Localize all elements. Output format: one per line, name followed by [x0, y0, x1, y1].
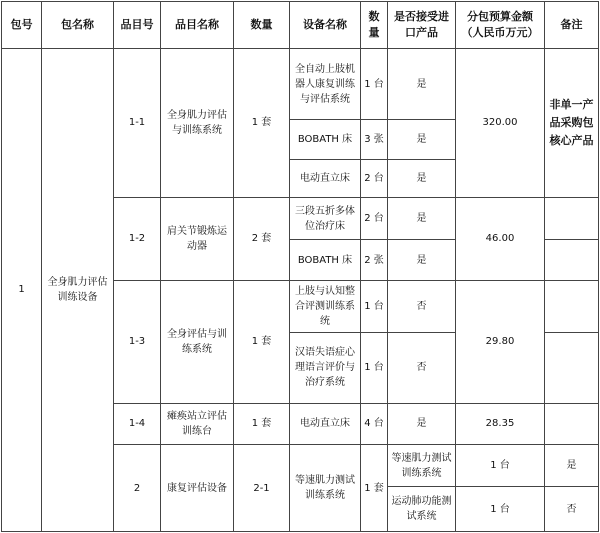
remark-blank [545, 197, 599, 240]
device-imported: 是 [388, 120, 456, 160]
device-name: 汉语失语症心理语言评价与治疗系统 [290, 333, 361, 403]
header-item-name: 品目名称 [161, 2, 234, 49]
device-imported: 否 [545, 487, 599, 532]
device-qty: 3 张 [361, 120, 388, 160]
pkg-name: 全身肌力评估训练设备 [42, 48, 114, 531]
header-qty: 数量 [234, 2, 290, 49]
item-budget: 46.00 [456, 197, 545, 281]
device-name: 等速肌力测试训练系统 [388, 445, 456, 487]
device-imported: 是 [388, 403, 456, 445]
item-qty: 1 套 [234, 403, 290, 445]
header-imported: 是否接受进口产品 [388, 2, 456, 49]
device-qty: 1 台 [361, 333, 388, 403]
device-imported: 是 [388, 197, 456, 240]
item-qty: 1 套 [361, 445, 388, 532]
device-qty: 2 台 [361, 159, 388, 197]
item-name: 瘫痪站立评估训练台 [161, 403, 234, 445]
item-name: 等速肌力测试训练系统 [290, 445, 361, 532]
device-imported: 否 [388, 333, 456, 403]
device-name: BOBATH 床 [290, 240, 361, 281]
remark-blank [545, 403, 599, 445]
device-imported: 否 [388, 281, 456, 333]
header-pkg-no: 包号 [2, 2, 42, 49]
device-name: 运动肺功能测试系统 [388, 487, 456, 532]
device-qty: 1 台 [361, 48, 388, 119]
pkg-no: 2 [114, 445, 161, 532]
header-pkg-name: 包名称 [42, 2, 114, 49]
device-imported: 是 [545, 445, 599, 487]
remark-blank [545, 333, 599, 403]
item-no: 1-4 [114, 403, 161, 445]
device-qty: 1 台 [456, 445, 545, 487]
remark-blank [545, 281, 599, 333]
device-qty: 1 台 [361, 281, 388, 333]
item-no: 1-2 [114, 197, 161, 281]
device-name: BOBATH 床 [290, 120, 361, 160]
item-name: 全身肌力评估与训练系统 [161, 48, 234, 197]
header-device-qty: 数量 [361, 2, 388, 49]
table-row [2, 48, 599, 119]
header-remark: 备注 [545, 2, 599, 49]
device-name: 电动直立床 [290, 159, 361, 197]
pkg-remark: 非单一产品采购包核心产品 [545, 48, 599, 197]
procurement-table [1, 1, 599, 532]
item-no: 1-3 [114, 281, 161, 403]
device-name: 全自动上肢机器人康复训练与评估系统 [290, 48, 361, 119]
item-qty: 1 套 [234, 281, 290, 403]
header-item-no: 品目号 [114, 2, 161, 49]
device-qty: 2 台 [361, 197, 388, 240]
device-name: 电动直立床 [290, 403, 361, 445]
device-qty: 4 台 [361, 403, 388, 445]
device-qty: 1 台 [456, 487, 545, 532]
header-budget: 分包预算金额（人民币万元） [456, 2, 545, 49]
item-qty: 2 套 [234, 197, 290, 281]
item-qty: 1 套 [234, 48, 290, 197]
pkg-no: 1 [2, 48, 42, 531]
device-imported: 是 [388, 240, 456, 281]
device-name: 上肢与认知整合评测训练系统 [290, 281, 361, 333]
header-row [2, 2, 599, 49]
item-name: 肩关节锻炼运动器 [161, 197, 234, 281]
pkg-name: 康复评估设备 [161, 445, 234, 532]
item-no: 1-1 [114, 48, 161, 197]
device-imported: 是 [388, 159, 456, 197]
item-name: 全身评估与训练系统 [161, 281, 234, 403]
item-budget: 320.00 [456, 48, 545, 197]
device-qty: 2 张 [361, 240, 388, 281]
item-budget: 28.35 [456, 403, 545, 445]
device-imported: 是 [388, 48, 456, 119]
item-no: 2-1 [234, 445, 290, 532]
header-device-name: 设备名称 [290, 2, 361, 49]
remark-blank [545, 240, 599, 281]
item-budget: 29.80 [456, 281, 545, 403]
device-name: 三段五折多体位治疗床 [290, 197, 361, 240]
